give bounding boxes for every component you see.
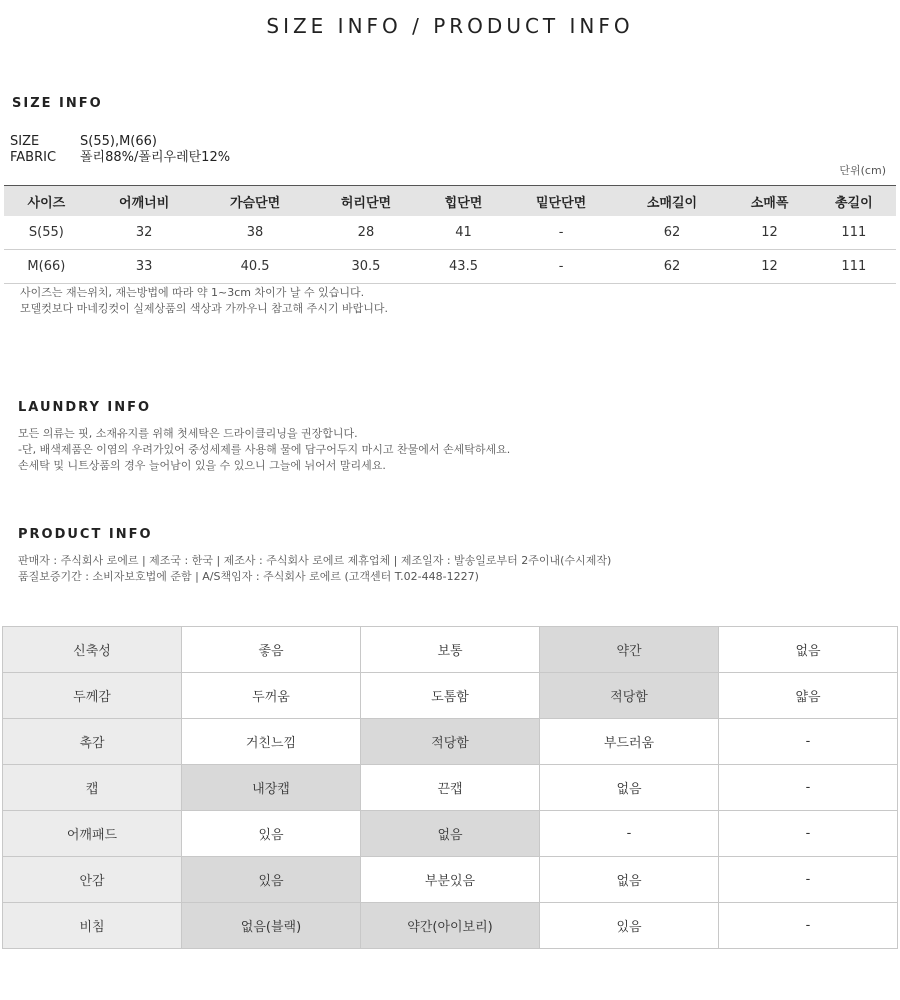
fit-option: - <box>719 719 898 765</box>
fit-option: 약간(아이보리) <box>361 903 540 949</box>
unit-label: 단위(cm) <box>839 164 886 177</box>
table-cell: 32 <box>89 216 200 250</box>
fit-option: 적당함 <box>540 673 719 719</box>
size-table-header: 소매폭 <box>727 186 811 217</box>
fit-option: 보통 <box>361 627 540 673</box>
fit-row <box>3 811 898 857</box>
fit-row <box>3 857 898 903</box>
table-cell: - <box>506 216 617 250</box>
size-table-header: 허리단면 <box>311 186 422 217</box>
size-table <box>4 185 896 284</box>
size-table-header-row <box>4 186 896 217</box>
size-table-header: 어깨너비 <box>89 186 200 217</box>
fit-row <box>3 765 898 811</box>
table-cell: 41 <box>421 216 505 250</box>
size-note-line: 모델컷보다 마네킹컷이 실제상품의 색상과 가까우니 참고해 주시기 바랍니다. <box>20 302 389 315</box>
table-cell: 33 <box>89 250 200 284</box>
fit-row <box>3 673 898 719</box>
fit-table <box>2 626 898 949</box>
fit-option: 없음 <box>719 627 898 673</box>
product-info-heading: PRODUCT INFO <box>18 527 153 542</box>
fit-row <box>3 903 898 949</box>
laundry-line: -단, 배색제품은 이염의 우려가있어 중성세제를 사용해 물에 담구어두지 마시고 찬물에서 손세탁하세요. <box>18 443 511 456</box>
fit-option: 적당함 <box>361 719 540 765</box>
fit-option: - <box>719 857 898 903</box>
fit-row-label: 촉감 <box>3 719 182 765</box>
fit-option: 부드러움 <box>540 719 719 765</box>
table-row <box>4 250 896 284</box>
size-notes <box>20 285 388 317</box>
laundry-line: 손세탁 및 니트상품의 경우 늘어남이 있을 수 있으니 그늘에 뉘어서 말리세요. <box>18 459 386 472</box>
table-cell: - <box>506 250 617 284</box>
fit-option: 두꺼움 <box>182 673 361 719</box>
fit-option: 있음 <box>182 811 361 857</box>
table-cell: 40.5 <box>200 250 311 284</box>
fit-option: - <box>719 903 898 949</box>
fit-row-label: 안감 <box>3 857 182 903</box>
fit-row-label: 어깨패드 <box>3 811 182 857</box>
fit-row-label: 두께감 <box>3 673 182 719</box>
fit-option: - <box>719 765 898 811</box>
fit-option: 약간 <box>540 627 719 673</box>
table-cell: 12 <box>727 250 811 284</box>
fit-option: 좋음 <box>182 627 361 673</box>
fit-option: 끈캡 <box>361 765 540 811</box>
size-table-header: 밑단단면 <box>506 186 617 217</box>
table-cell: 62 <box>617 216 728 250</box>
table-cell: 43.5 <box>421 250 505 284</box>
fit-row-label: 신축성 <box>3 627 182 673</box>
fit-option: 얇음 <box>719 673 898 719</box>
size-table-header: 가슴단면 <box>200 186 311 217</box>
table-cell: 62 <box>617 250 728 284</box>
fit-row-label: 캡 <box>3 765 182 811</box>
size-table-header: 사이즈 <box>4 186 89 217</box>
size-table-header: 소매길이 <box>617 186 728 217</box>
fit-option: - <box>540 811 719 857</box>
table-cell: 30.5 <box>311 250 422 284</box>
laundry-info-heading: LAUNDRY INFO <box>18 400 152 415</box>
fabric-label: FABRIC <box>10 150 57 165</box>
product-notes <box>18 553 611 585</box>
fit-row <box>3 627 898 673</box>
laundry-notes <box>18 426 510 474</box>
fit-option: 내장캡 <box>182 765 361 811</box>
fit-option: 없음 <box>361 811 540 857</box>
table-row <box>4 216 896 250</box>
size-table-header: 힙단면 <box>421 186 505 217</box>
fit-option: 없음 <box>540 857 719 903</box>
table-cell: 12 <box>727 216 811 250</box>
laundry-line: 모든 의류는 핏, 소재유지를 위해 첫세탁은 드라이클리닝을 권장합니다. <box>18 427 358 440</box>
fit-option: 도톰함 <box>361 673 540 719</box>
size-info-heading: SIZE INFO <box>12 96 103 111</box>
size-row <box>10 134 157 150</box>
fit-row <box>3 719 898 765</box>
size-label: SIZE <box>10 134 40 149</box>
table-cell: M(66) <box>4 250 89 284</box>
table-cell: 111 <box>812 250 896 284</box>
size-table-header: 총길이 <box>812 186 896 217</box>
fit-row-label: 비침 <box>3 903 182 949</box>
product-line: 품질보증기간 : 소비자보호법에 준함 | A/S책임자 : 주식회사 로에르 (고객센터 T.02-448-1227) <box>18 570 479 583</box>
fit-option: - <box>719 811 898 857</box>
fit-option: 부분있음 <box>361 857 540 903</box>
fabric-row <box>10 150 230 166</box>
fit-option: 있음 <box>540 903 719 949</box>
size-note-line: 사이즈는 재는위치, 재는방법에 따라 약 1~3cm 차이가 날 수 있습니다. <box>20 286 365 299</box>
fabric-value: 폴리88%/폴리우레탄12% <box>80 150 231 165</box>
size-value: S(55),M(66) <box>80 134 157 149</box>
fit-option: 없음 <box>540 765 719 811</box>
table-cell: 111 <box>812 216 896 250</box>
fit-option: 있음 <box>182 857 361 903</box>
fit-option: 거친느낌 <box>182 719 361 765</box>
fit-option: 없음(블랙) <box>182 903 361 949</box>
page-title: SIZE INFO / PRODUCT INFO <box>266 14 634 38</box>
table-cell: 38 <box>200 216 311 250</box>
table-cell: 28 <box>311 216 422 250</box>
product-line: 판매자 : 주식회사 로에르 | 제조국 : 한국 | 제조사 : 주식회사 로에르 제휴업체 | 제조일자 : 발송일로부터 2주이내(수시제작) <box>18 554 612 567</box>
table-cell: S(55) <box>4 216 89 250</box>
